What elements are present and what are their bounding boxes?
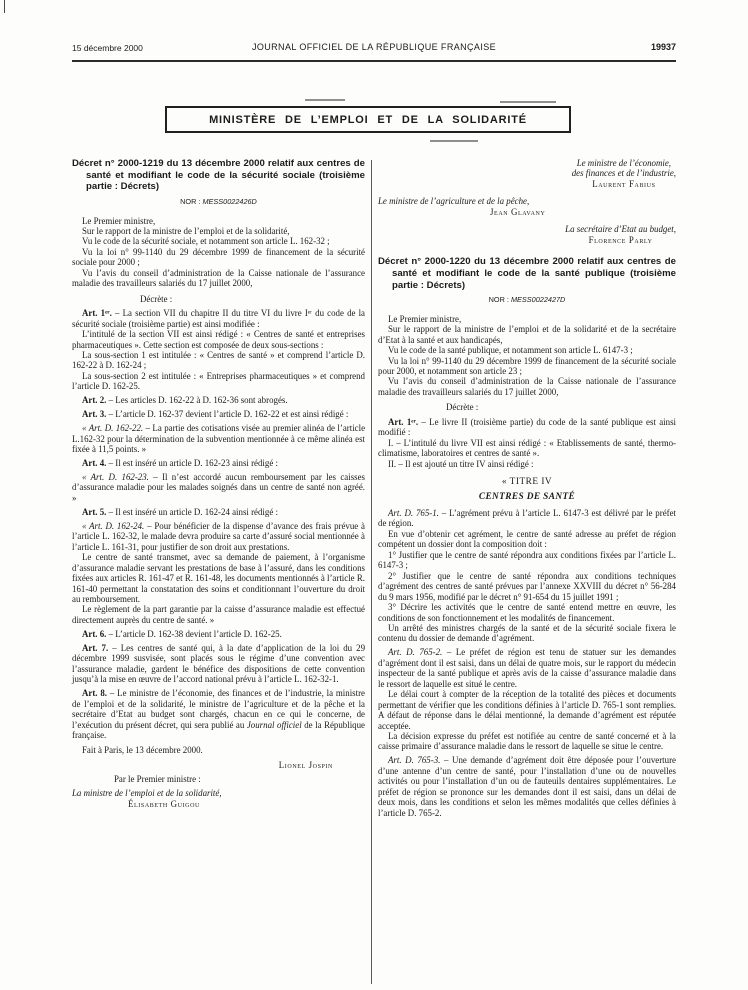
paragraph: Vu la loi n° 99-1140 du 29 décembre 1999 de financement de la sécurité sociale pour 2000, et notamment son article 23 ; [378, 355, 676, 376]
paragraph: Le règlement de la part garantie par la caisse d’assurance maladie est effectué directement auprès du centre de santé. » [72, 604, 365, 625]
list-item-1: 1° Justifier que le centre de santé répondra aux conditions fixées par l’article L. 6147-3 ; [378, 549, 676, 571]
article-8: Art. 8. – Le ministre de l’économie, des finances et de l’industrie, la ministre de l’emploi et de la solidarité, le ministre de l’agriculture et de la pêche et la secrétaire d’Etat au budget sont chargés, chacun en ce qui le concerne, de l’exécution du présent décret, qui sera publié au Journal officiel de la République française. [72, 688, 365, 740]
signature-role: Le ministre de l’économie, [576, 158, 672, 168]
article-label: Art. D. 765-2. [388, 647, 443, 658]
quoted-article-label: « Art. D. 162-24. [82, 520, 145, 531]
paragraph: Vu l’avis du conseil d’administration de la Caisse nationale de l’assurance maladie des travailleurs salariés du 17 juillet 2000, [378, 376, 676, 397]
header-page-number: 19937 [650, 42, 676, 52]
nor-label: NOR : [488, 295, 509, 305]
article-1: Art. 1ᵉʳ. – La section VII du chapitre II du titre VI du livre Iᵉʳ du code de la sécurité sociale (troisième partie) est ainsi modifiée : [72, 308, 365, 329]
quoted-article-D162-23: « Art. D. 162-23. – Il n’est accordé aucun remboursement par les caisses d’assurance maladie pour les malades soignés dans un centre de santé non agréé. » [72, 472, 365, 503]
decrete-formula: Décrète : [140, 293, 173, 304]
header-date: 15 décembre 2000 [72, 43, 143, 53]
signature-block-agriculture [378, 196, 676, 217]
paragraph: Le Premier ministre, [82, 215, 156, 226]
article-1: Art. 1ᵉʳ. – Le livre II (troisième partie) du code de la santé publique est ainsi modifié : [378, 416, 677, 438]
article-3: Art. 3. – L’article D. 162-37 devient l’article D. 162-22 et est ainsi rédigé : [82, 409, 349, 420]
scan-artifact [305, 99, 345, 101]
decree-2000-1219-title: Décret n° 2000-1219 du 13 décembre 2000 relatif aux centres de santé et modifiant le code de la sécurité sociale (troisième partie : Décrets) [72, 158, 365, 193]
paragraph: I. – L’intitulé du livre VII est ainsi rédigé : « Etablissements de santé, thermo-climatisme, laboratoires et centres de santé ». [378, 437, 676, 459]
fait-a-paris: Fait à Paris, le 13 décembre 2000. [82, 745, 203, 756]
nor-code: MESS0022427D [510, 295, 566, 305]
paragraph: Un arrêté des ministres chargés de la santé et de la sécurité sociale fixera le contenu du dossier de demande d’agrément. [378, 622, 676, 644]
article-label: Art. 1ᵉʳ. [82, 308, 112, 319]
paragraph: Vu la loi n° 99-1140 du 29 décembre 1999 de financement de la sécurité sociale pour 2000 ; [72, 246, 365, 268]
titre-iv-heading: CENTRES DE SANTÉ [478, 491, 576, 502]
signature-block-economy [378, 158, 676, 189]
signature-role: La ministre de l’emploi et de la solidarité, [72, 787, 222, 798]
paragraph: Vu l’avis du conseil d’administration de la Caisse nationale de l’assurance maladie des travailleurs salariés du 17 juillet 2000, [72, 267, 365, 289]
article-label: Art. 6. [82, 628, 107, 639]
paragraph: L’intitulé de la section VII est ainsi rédigé : « Centres de santé et entreprises pharmaceutiques ». Cette section est composée de deux sous-sections : [72, 329, 365, 350]
article-5: Art. 5. – Il est inséré un article D. 162-24 ainsi rédigé : [82, 506, 278, 517]
article-D765-1: Art. D. 765-1. – L’agrément prévu à l’article L. 6147-3 est délivré par le préfet de région. [378, 507, 676, 529]
signature-role: Le ministre de l’agriculture et de la pêche, [378, 196, 530, 207]
paragraph: Vu le code de la sécurité sociale, et notamment son article L. 162-32 ; [82, 236, 330, 247]
paragraph: Le Premier ministre, [388, 313, 462, 324]
article-label: Art. 3. [82, 409, 107, 420]
quoted-article-label: « Art. D. 162-23. [82, 472, 149, 483]
signature-block-budget [378, 224, 676, 245]
header-rule [72, 60, 676, 62]
article-D765-2: Art. D. 765-2. – Le préfet de région est tenu de statuer sur les demandes d’agrément dont il est saisi, dans un délai de quatre mois, sur le rapport du médecin inspecteur de la santé publique et après avis de la caisse d’assurance maladie dans le ressort de laquelle est situé le centre. [378, 647, 677, 689]
signature-name: Élisabeth Guigou [128, 799, 200, 810]
signature-role: La secrétaire d’Etat au budget, [565, 224, 676, 235]
header-journal-title: JOURNAL OFFICIEL DE LA RÉPUBLIQUE FRANÇAISE [251, 42, 497, 52]
article-label: Art. 8. [82, 688, 108, 699]
list-item-3: 3° Décrire les activités que le centre de santé entend mettre en œuvre, les conditions de son fonctionnement et les modalités de financement. [378, 602, 676, 623]
nor-code: MESS0022426D [202, 197, 257, 207]
article-label: Art. D. 765-3. [388, 755, 441, 766]
paragraph: Le centre de santé transmet, avec sa demande de paiement, à l’organisme d’assurance maladie servant les prestations de base à l’assuré, dans les conditions fixées aux articles R. 161-47 et R. 161-48, les documents mentionnés à l’article R. 161-40 permettant la constatation des soins et conditionnant l’ouverture du droit au remboursement. [72, 552, 365, 605]
signature-name: Laurent Fabius [592, 178, 656, 189]
journal-officiel-italic: Journal officiel [246, 719, 302, 730]
article-label: Art. 4. [82, 458, 107, 469]
decree-2000-1220-nor [378, 295, 676, 305]
article-label: Art. 7. [82, 642, 109, 653]
paragraph: La sous-section 2 est intitulée : « Entreprises pharmaceutiques » et comprend l’article D. 162-25. [72, 370, 365, 392]
paragraph: En vue d’obtenir cet agrément, le centre de santé adresse au préfet de région compétent un dossier dont la composition doit : [378, 528, 676, 550]
paragraph: Sur le rapport de la ministre de l’emploi et de la solidarité, [82, 226, 290, 237]
paragraph: Sur le rapport de la ministre de l’emploi et de la solidarité et de la secrétaire d’Etat à la santé et aux handicapés, [378, 324, 676, 345]
signature-name: Florence Parly [588, 234, 653, 245]
article-label: Art. 1ᵉʳ. [388, 416, 419, 427]
column-divider-rule [371, 160, 372, 984]
paragraph: II. – Il est ajouté un titre IV ainsi rédigé : [388, 458, 534, 469]
article-4: Art. 4. – Il est inséré un article D. 162-23 ainsi rédigé : [82, 458, 278, 469]
quoted-article-D162-22: « Art. D. 162-22. – La partie des cotisations visée au premier alinéa de l’article L.162-32 pour la détermination de la subvention mentionnée à ce même alinéa est fixée à 11,5 points. » [72, 423, 366, 455]
paragraph: La sous-section 1 est intitulée : « Centres de santé » et comprend l’article D. 162-22 à D. 162-24 ; [72, 350, 365, 371]
list-item-2: 2° Justifier que le centre de santé répondra aux conditions techniques d’agrément des centres de santé prévues par l’annexe XXVIII du décret n° 56-284 du 9 mars 1956, modifié par le décret n° 91-654 du 15 juillet 1991 ; [378, 570, 676, 602]
article-label: Art. 5. [82, 506, 107, 517]
decree-2000-1220-title: Décret n° 2000-1220 du 13 décembre 2000 relatif aux centres de santé et modifiant le code de la santé publique (troisième partie : Décrets) [378, 256, 676, 291]
left-column [72, 158, 365, 810]
article-label: Art. 2. [82, 395, 107, 406]
quoted-article-label: « Art. D. 162-22. [82, 423, 144, 434]
article-2: Art. 2. – Les articles D. 162-22 à D. 162-36 sont abrogés. [82, 395, 288, 406]
ministry-banner: MINISTÈRE DE L’EMPLOI ET DE LA SOLIDARITÉ [165, 106, 571, 133]
signature-name: Jean Glavany [490, 206, 546, 217]
titre-iv-kicker: « TITRE IV [501, 477, 553, 488]
crop-mark [4, 0, 5, 13]
decree-2000-1219-nor [72, 197, 365, 207]
quoted-article-D162-24: « Art. D. 162-24. – Pour bénéficier de la dispense d’avance des frais prévue à l’article L. 162-32, le malade devra produire sa carte d’assuré social mentionnée à l’article L. 161-31, pour justifier de son droit aux prestations. [72, 520, 366, 552]
paragraph: Vu le code de la santé publique, et notamment son article L. 6147-3 ; [388, 345, 633, 356]
scan-artifact [430, 140, 478, 142]
article-D765-3: Art. D. 765-3. – Une demande d’agrément doit être déposée pour l’ouverture d’une antenne d’un centre de santé, pour l’installation d’une ou de nouvelles activités ou pour l’installation d’un ou de fauteuils dentaires supplémentaires. Le préfet de région se prononce sur les demandes dont il est saisi, dans un délai de deux mois, dans les conditions et selon les mêmes modalités que celles définies à l’article D. 765-2. [378, 755, 676, 818]
article-6: Art. 6. – L’article D. 162-38 devient l’article D. 162-25. [82, 628, 282, 639]
article-7: Art. 7. – Les centres de santé qui, à la date d’application de la loi du 29 décembre 1999 susvisée, sont placés sous le régime d’une convention avec l’assurance maladie, gardent le bénéfice des dispositions de cette convention jusqu’à la mise en œuvre de l’accord national prévu à l’article L. 162-32-1. [72, 642, 366, 685]
article-label: Art. D. 765-1. [388, 507, 439, 518]
signature-prime-minister: Lionel Jospin [278, 759, 333, 770]
scan-artifact [500, 101, 556, 103]
signature-role: des finances et de l’industrie, [571, 168, 676, 179]
nor-label: NOR : [180, 197, 201, 207]
right-column [378, 158, 676, 818]
paragraph: La décision expresse du préfet est notifiée au centre de santé concerné et à la caisse primaire d’assurance maladie dans le ressort de laquelle se situe le centre. [378, 731, 676, 752]
decrete-formula: Décrète : [446, 402, 479, 413]
paragraph: Le délai court à compter de la réception de la totalité des pièces et documents permettant de vérifier que les conditions définies à l’article D. 765-1 sont remplies. A défaut de réponse dans le délai mentionné, la demande d’agrément est réputée acceptée. [378, 689, 676, 731]
par-le-premier-ministre: Par le Premier ministre : [114, 774, 201, 785]
